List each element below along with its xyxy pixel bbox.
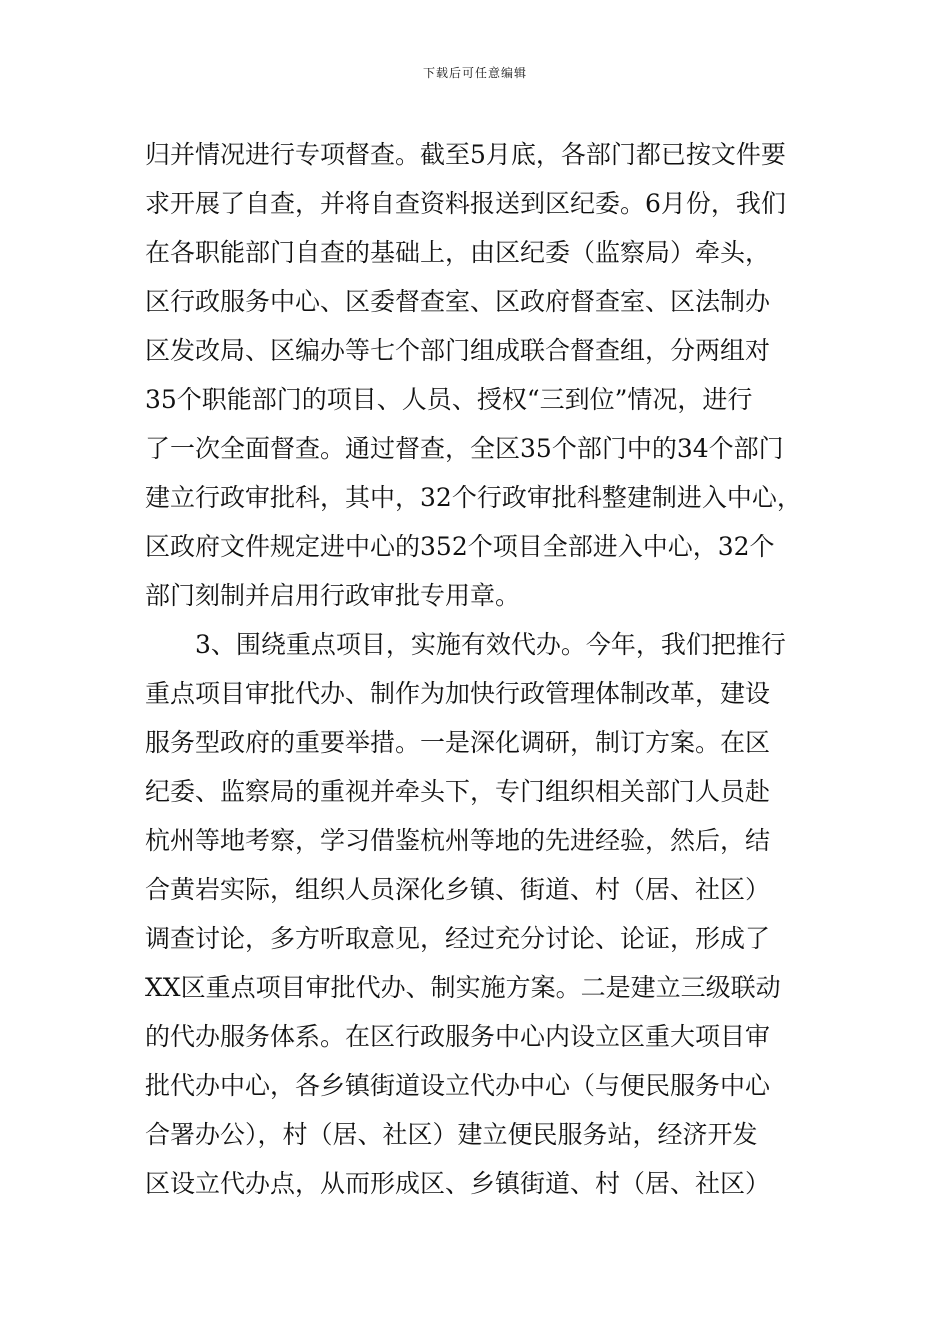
text-line: 区行政服务中心、区委督查室、区政府督查室、区法制办	[145, 287, 771, 316]
text-line: 区政府文件规定进中心的352个项目全部进入中心，32个	[145, 532, 775, 561]
text-line: 归并情况进行专项督查。截至5月底，各部门都已按文件要	[145, 140, 786, 169]
text-line: 服务型政府的重要举措。一是深化调研，制订方案。在区	[145, 728, 771, 757]
text-line: XX区重点项目审批代办、制实施方案。二是建立三级联动	[145, 973, 781, 1002]
text-line: 了一次全面督查。通过督查，全区35个部门中的34个部门	[145, 434, 784, 463]
text-line: 在各职能部门自查的基础上，由区纪委（监察局）牵头，	[145, 238, 771, 267]
text-line: 区设立代办点，从而形成区、乡镇街道、村（居、社区）	[145, 1169, 771, 1198]
text-line: 重点项目审批代办、制作为加快行政管理体制改革，建设	[145, 679, 771, 708]
text-line: 调查讨论，多方听取意见，经过充分讨论、论证，形成了	[145, 924, 771, 953]
text-line: 35个职能部门的项目、人员、授权“三到位”情况，进行	[145, 385, 753, 414]
text-line: 建立行政审批科，其中，32个行政审批科整建制进入中心，	[145, 483, 802, 512]
text-line: 的代办服务体系。在区行政服务中心内设立区重大项目审	[145, 1022, 771, 1051]
text-line: 区发改局、区编办等七个部门组成联合督查组，分两组对	[145, 336, 771, 365]
text-line: 合署办公），村（居、社区）建立便民服务站，经济开发	[145, 1120, 758, 1149]
text-line: 部门刻制并启用行政审批专用章。	[145, 581, 521, 610]
text-line: 合黄岩实际，组织人员深化乡镇、街道、村（居、社区）	[145, 875, 771, 904]
text-line: 3、围绕重点项目，实施有效代办。今年，我们把推行	[145, 630, 786, 659]
text-line: 纪委、监察局的重视并牵头下，专门组织相关部门人员赴	[145, 777, 771, 806]
page-header: 下载后可任意编辑	[422, 66, 527, 80]
text-line: 杭州等地考察，学习借鉴杭州等地的先进经验，然后，结	[145, 826, 771, 855]
text-line: 批代办中心，各乡镇街道设立代办中心（与便民服务中心	[145, 1071, 771, 1100]
text-line: 求开展了自查，并将自查资料报送到区纪委。6月份，我们	[145, 189, 786, 218]
body-text	[145, 130, 835, 1208]
